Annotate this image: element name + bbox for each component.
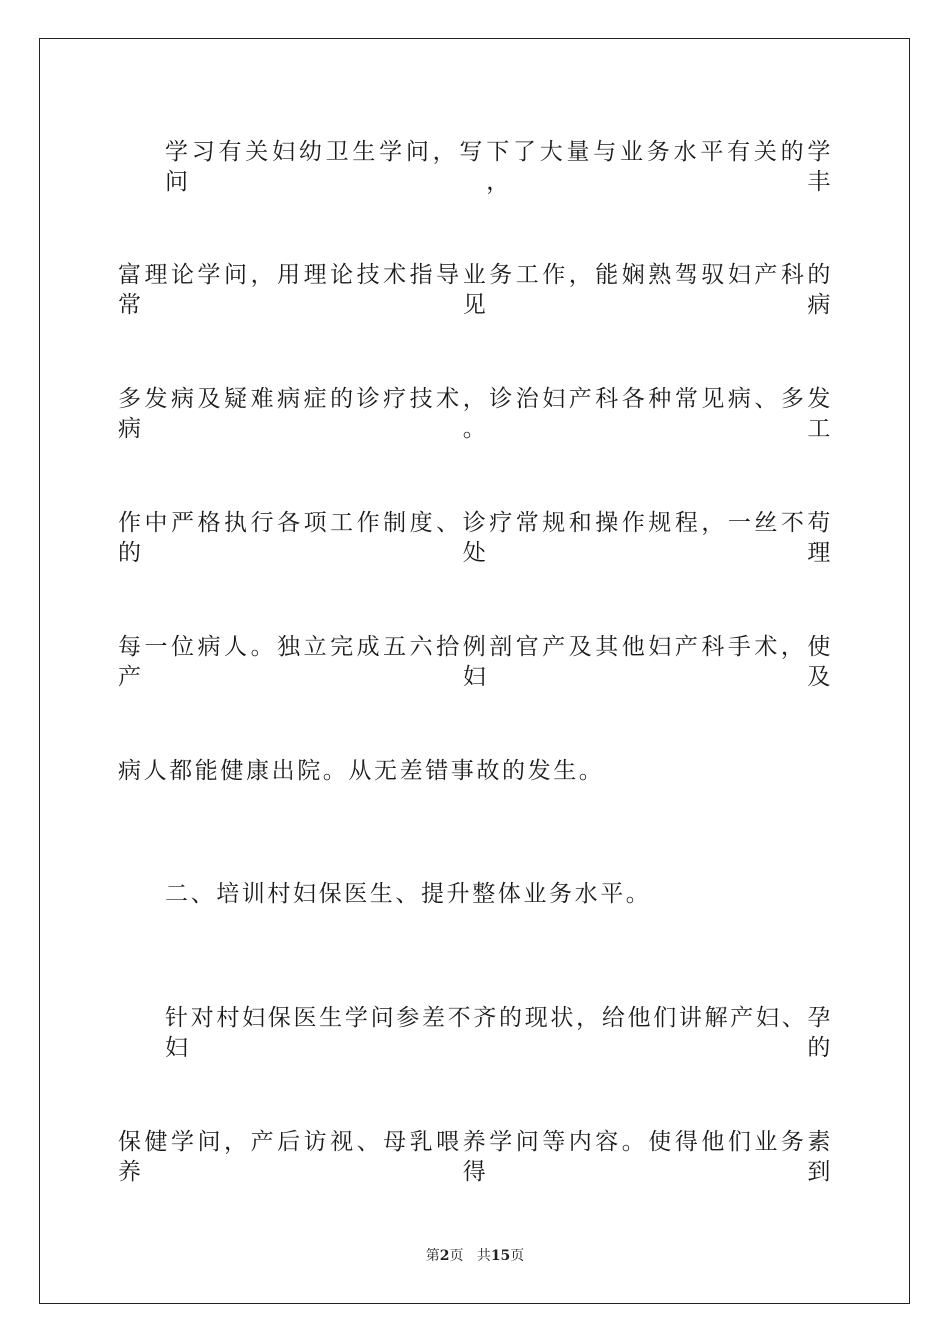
- body-line: 每一位病人。独立完成五六拾例剖官产及其他妇产科手术，使产妇及: [118, 634, 833, 690]
- body-line: 针对村妇保医生学问参差不齐的现状，给他们讲解产妇、孕妇的: [165, 1005, 833, 1061]
- body-line: 保健学问，产后访视、母乳喂养学问等内容。使得他们业务素养得到: [118, 1129, 833, 1185]
- footer-page-suffix: 页: [449, 1248, 464, 1264]
- body-line: 作中严格执行各项工作制度、诊疗常规和操作规程，一丝不苟的处理: [118, 510, 833, 566]
- footer-total-prefix: 共: [476, 1248, 491, 1264]
- body-line: 多发病及疑难病症的诊疗技术，诊治妇产科各种常见病、多发病。工: [118, 386, 833, 442]
- section-heading: 二、培训村妇保医生、提升整体业务水平。: [165, 881, 652, 907]
- footer-page-prefix: 第: [425, 1248, 440, 1264]
- footer-page-number: 2: [439, 1248, 450, 1264]
- page-footer: [0, 1247, 950, 1265]
- body-line: 学习有关妇幼卫生学问，写下了大量与业务水平有关的学问，丰: [165, 139, 833, 195]
- body-line: 富理论学问，用理论技术指导业务工作，能娴熟驾驭妇产科的常见病: [118, 262, 833, 318]
- body-line: 病人都能健康出院。从无差错事故的发生。: [118, 758, 605, 784]
- footer-total-suffix: 页: [510, 1248, 525, 1264]
- footer-total-pages: 15: [490, 1248, 511, 1264]
